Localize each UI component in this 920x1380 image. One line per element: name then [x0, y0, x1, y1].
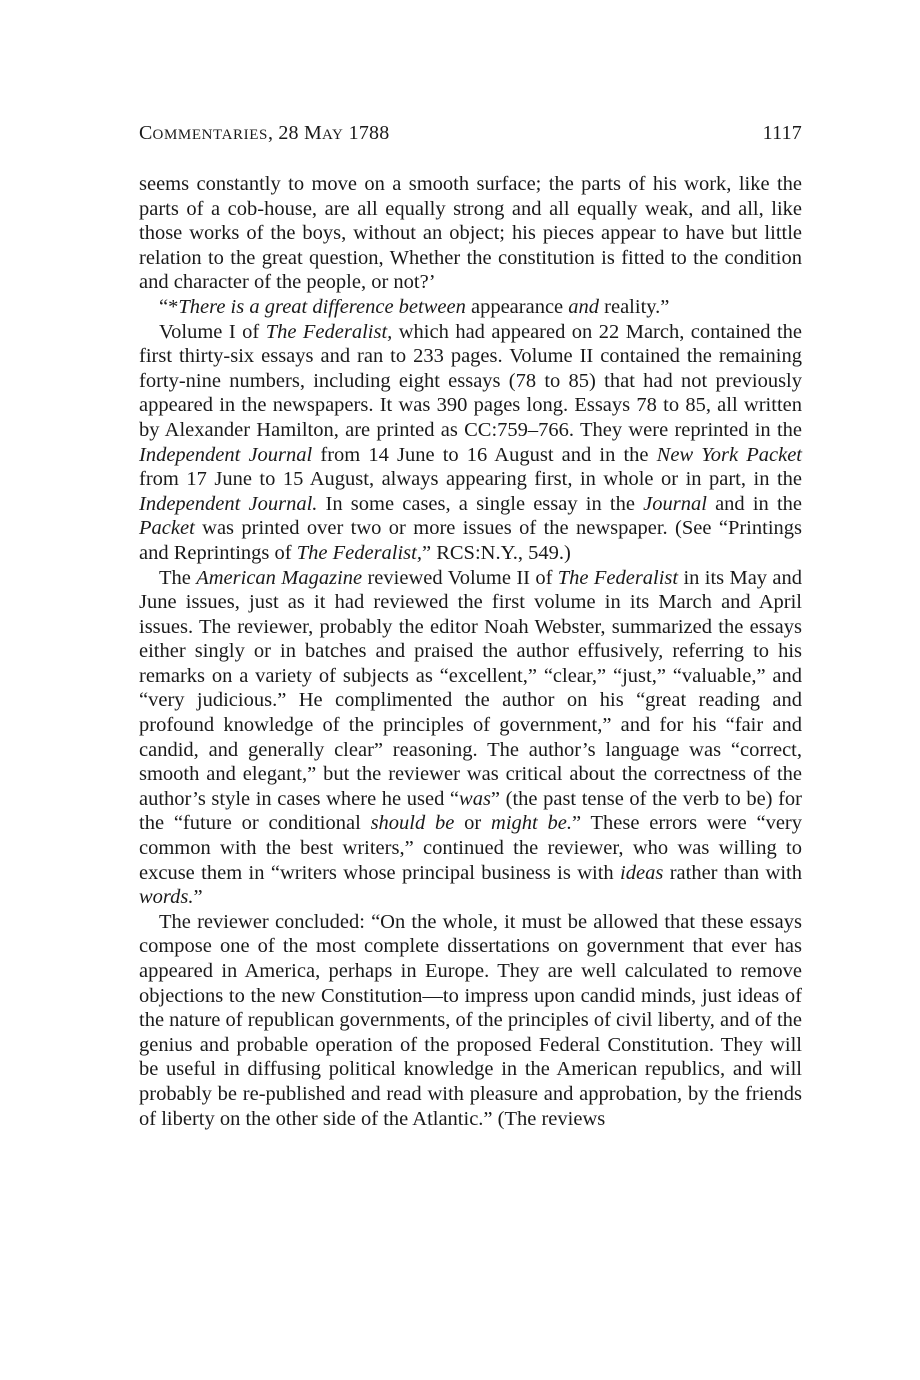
- body-text: [139, 172, 802, 1131]
- section-title: COMMENTARIES, 28 MAY 1788: [139, 122, 390, 144]
- paragraph-federalist-volumes: Volume I of The Federalist, which had appeared on 22 March, contained the first thirty-six essays and ran to 233 pages. Volume II contained the remaining forty-nine numbers, including eight essays (78 to 85) that had not previously appeared in the newspapers. It was 390 pages long. Essays 78 to 85, all written by Alexander Hamilton, are printed as CC:759–766. They were reprinted in the Independent Journal from 14 June to 16 August and in the New York Packet from 17 June to 15 August, always appearing first, in whole or in part, in the Independent Journal. In some cases, a single essay in the Journal and in the Packet was printed over two or more issues of the newspaper. (See “Printings and Reprintings of The Federalist,” RCS:N.Y., 549.): [139, 320, 803, 564]
- paragraph-continued: seems constantly to move on a smooth surface; the parts of his work, like the parts of a cob-house, are all equally strong and all equally weak, and all, like those works of the boys, without an object; his pieces appear to have but little relation to the great question, Whether the constitution is fitted to the condition and character of the people, or not?’: [139, 173, 802, 294]
- paragraph-reviewer-conclusion: The reviewer concluded: “On the whole, it must be allowed that these essays compose one of the most complete dissertations on government that ever has appeared in America, perhaps in Europe. They are well calculated to remove objections to the new Constitution—to impress upon candid minds, just ideas of the nature of republican governments, of the principles of civil liberty, and of the genius and probable operation of the proposed Federal Constitution. They will be useful in diffusing political knowledge in the American republics, and will probably be re-published and read with pleasure and approbation, by the friends of liberty on the other side of the Atlantic.” (The reviews: [139, 910, 802, 1130]
- paragraph-american-magazine-review: The American Magazine reviewed Volume II of The Federalist in its May and June issues, just as it had reviewed the first volume in its March and April issues. The reviewer, probably the editor Noah Webster, summarized the essays either singly or in batches and praised the author effusively, referring to his remarks on a variety of subjects as “excellent,” “clear,” “just,” “valuable,” and “very judicious.” He complimented the author on his “great reading and profound knowledge of the principles of government,” and for his “fair and candid, and generally clear” reasoning. The author’s language was “correct, smooth and elegant,” but the reviewer was critical about the correctness of the author’s style in cases where he used “was” (the past tense of the verb to be) for the “future or conditional should be or might be.” These errors were “very common with the best writers,” continued the reviewer, who was willing to excuse them in “writers whose principal business is with ideas rather than with words.”: [139, 566, 803, 909]
- page-number: 1117: [762, 122, 802, 144]
- paragraph-footnote-quote: “*There is a great difference between appearance and reality.”: [159, 295, 670, 318]
- running-head: [139, 120, 802, 148]
